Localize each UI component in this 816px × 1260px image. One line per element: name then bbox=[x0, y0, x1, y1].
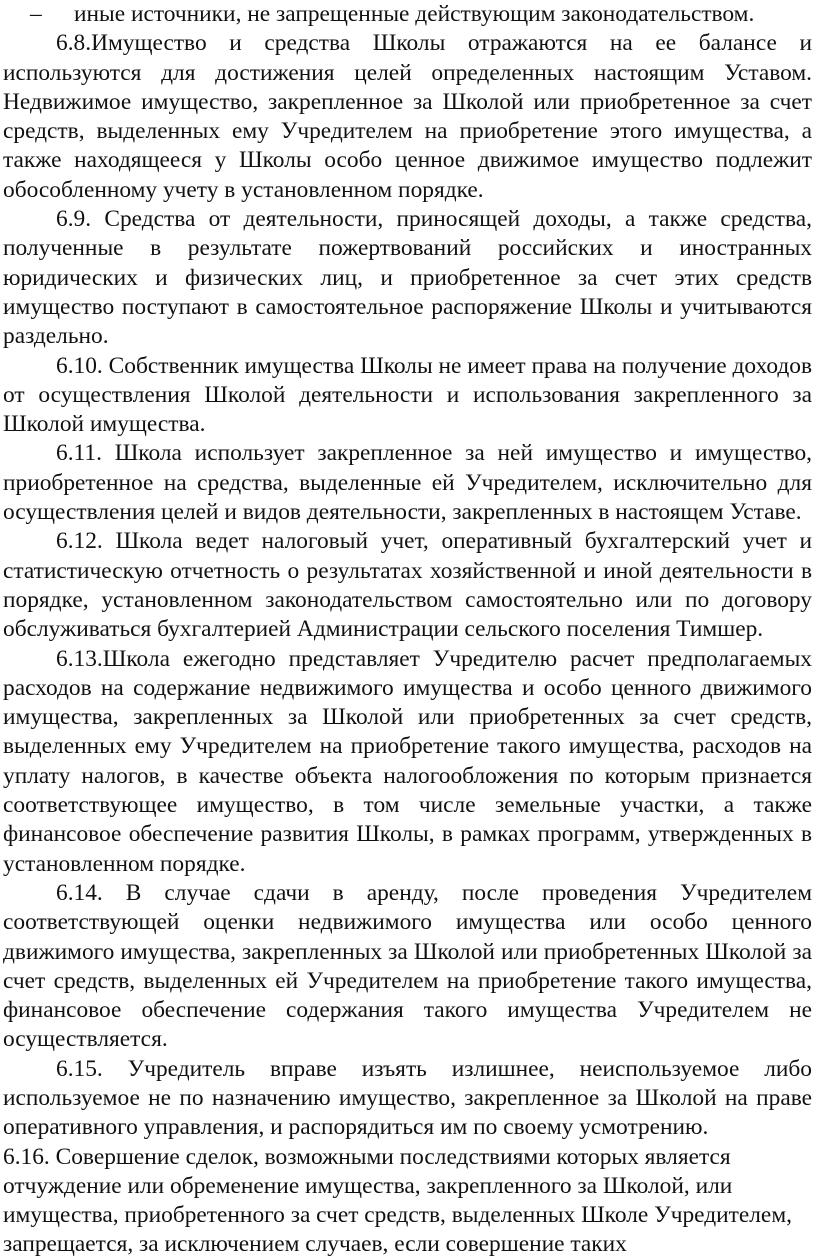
dash-marker: – bbox=[30, 1, 42, 27]
paragraph-6-9: 6.9. Средства от деятельности, приносящей доходы, а также средства, полученные в результате пожертвований российских и иностранных юридических и физических лиц, и приобретенное за счет этих средств имущество поступают в самостоятельное распоряжение Школы и учитываются раздельно. bbox=[3, 206, 812, 350]
bullet-item bbox=[3, 0, 812, 29]
paragraph-6-10: 6.10. Собственник имущества Школы не имеет права на получение доходов от осуществления Школой деятельности и использования закрепленного за Школой имущества. bbox=[3, 352, 812, 438]
paragraph-6-14: 6.14. В случае сдачи в аренду, после проведения Учредителем соответствующей оценки недвижимого имущества или особо ценного движимого имущества, закрепленных за Школой или приобретенных Школой за счет средств, выделенных ей Учредителем на приобретение такого имущества, финансовое обеспечение содержания такого имущества Учредителем не осуществляется. bbox=[3, 879, 812, 1053]
paragraph-6-15: 6.15. Учредитель вправе изъять излишнее, неиспользуемое либо используемое не по назначению имущество, закрепленное за Школой на праве оперативного управления, и распорядиться им по своему усмотрению. bbox=[3, 1055, 812, 1141]
bullet-item-text: иные источники, не запрещенные действующим законодательством. bbox=[74, 1, 755, 27]
paragraph-6-16: 6.16. Совершение сделок, возможными последствиями которых является отчуждение или обременение имущества, закрепленного за Школой, или имущества, приобретенного за счет средств, выделенных Школе Учредителем, запрещается, за исключением случаев, если совершение таких bbox=[3, 1143, 792, 1258]
paragraph-6-11: 6.11. Школа использует закрепленное за ней имущество и имущество, приобретенное на средства, выделенные ей Учредителем, исключительно для осуществления целей и видов деятельности, закрепленных в настоящем Уставе. bbox=[3, 440, 812, 526]
paragraph-6-12: 6.12. Школа ведет налоговый учет, оперативный бухгалтерский учет и статистическую отчетность о результатах хозяйственной и иной деятельности в порядке, установленном законодательством самостоятельно или по договору обслуживаться бухгалтерией Администрации сельского поселения Тимшер. bbox=[3, 528, 812, 643]
paragraph-6-8: 6.8.Имущество и средства Школы отражаются на ее балансе и используются для достижения целей определенных настоящим Уставом. Недвижимое имущество, закрепленное за Школой или приобретенное за счет средств, выделенных ему Учредителем на приобретение этого имущества, а также находящееся у Школы особо ценное движимое имущество подлежит обособленному учету в установленном порядке. bbox=[3, 30, 812, 203]
paragraph-6-13: 6.13.Школа ежегодно представляет Учредителю расчет предполагаемых расходов на содержание недвижимого имущества и особо ценного движимого имущества, закрепленных за Школой или приобретенных за счет средств, выделенных ему Учредителем на приобретение такого имущества, расходов на уплату налогов, в качестве объекта налогообложения по которым признается соответствующее имущество, в том числе земельные участки, а также финансовое обеспечение развития Школы, в рамках программ, утвержденных в установленном порядке. bbox=[3, 645, 812, 877]
